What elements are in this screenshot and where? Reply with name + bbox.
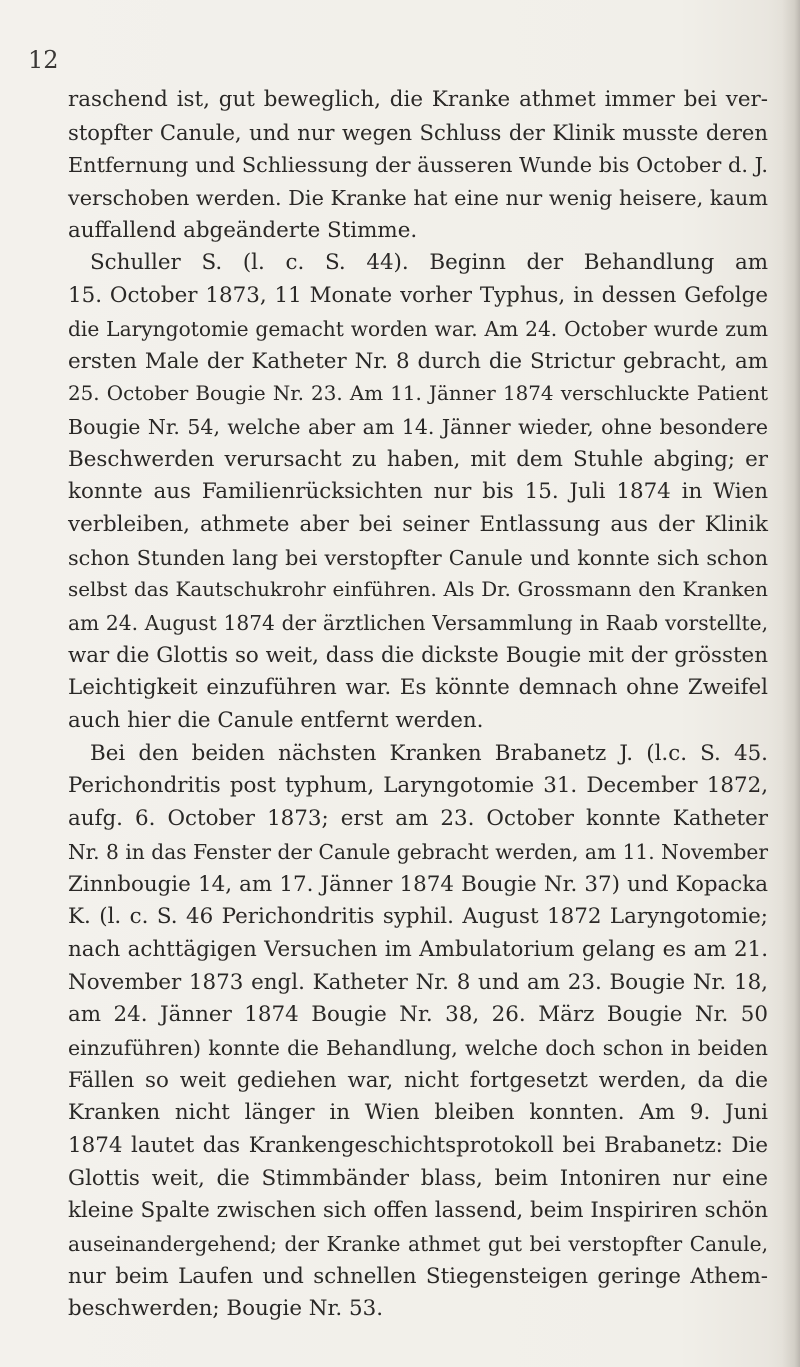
text-line: Perichondritis post typhum, Laryngotomie 31. December 1872, xyxy=(68,773,768,799)
text-line: ersten Male der Katheter Nr. 8 durch die Strictur gebracht, am xyxy=(68,348,768,374)
text-line: stopfter Canule, und nur wegen Schluss der Klinik musste deren xyxy=(68,119,768,145)
text-line: am 24. Jänner 1874 Bougie Nr. 38, 26. März Bougie Nr. 50 xyxy=(68,1002,768,1028)
text-line: Schuller S. (l. c. S. 44). Beginn der Behandlung am xyxy=(90,250,768,276)
text-line: auch hier die Canule entfernt werden. xyxy=(68,708,484,734)
text-line: 15. October 1873, 11 Monate vorher Typhus, in dessen Gefolge xyxy=(68,283,768,309)
page-edge-shadow xyxy=(782,0,800,1367)
text-line: am 24. August 1874 der ärztlichen Versammlung in Raab vorstellte, xyxy=(68,611,768,635)
text-line: Zinnbougie 14, am 17. Jänner 1874 Bougie Nr. 37) und Kopacka xyxy=(68,871,768,897)
text-line: selbst das Kautschukrohr einführen. Als Dr. Grossmann den Kranken xyxy=(68,578,768,602)
text-line: auffallend abgeänderte Stimme. xyxy=(68,217,418,243)
text-line: Beschwerden verursacht zu haben, mit dem Stuhle abging; er xyxy=(68,446,768,472)
text-line: Glottis weit, die Stimmbänder blass, beim Intoniren nur eine xyxy=(68,1165,768,1191)
text-line: beschwerden; Bougie Nr. 53. xyxy=(68,1296,383,1322)
text-line: konnte aus Familienrücksichten nur bis 15. Juli 1874 in Wien xyxy=(68,479,768,505)
text-line: verbleiben, athmete aber bei seiner Entlassung aus der Klinik xyxy=(68,511,768,537)
text-line: Fällen so weit gediehen war, nicht fortgesetzt werden, da die xyxy=(68,1067,768,1093)
text-line: aufg. 6. October 1873; erst am 23. October konnte Katheter xyxy=(68,806,768,832)
text-line: 25. October Bougie Nr. 23. Am 11. Jänner 1874 verschluckte Patient xyxy=(68,382,768,406)
text-line: nach achttägigen Versuchen im Ambulatorium gelang es am 21. xyxy=(68,936,768,962)
text-line: K. (l. c. S. 46 Perichondritis syphil. August 1872 Laryngotomie; xyxy=(68,904,768,930)
text-line: einzuführen) konnte die Behandlung, welche doch schon in beiden xyxy=(68,1035,768,1060)
text-line: Kranken nicht länger in Wien bleiben konnten. Am 9. Juni xyxy=(68,1100,768,1126)
text-line: die Laryngotomie gemacht worden war. Am 24. October wurde zum xyxy=(68,316,768,341)
text-line: raschend ist, gut beweglich, die Kranke athmet immer bei ver- xyxy=(68,87,768,112)
text-line: Entfernung und Schliessung der äusseren Wunde bis October d. J. xyxy=(68,153,768,178)
text-line: auseinandergehend; der Kranke athmet gut bei verstopfter Canule, xyxy=(68,1232,768,1257)
text-line: verschoben werden. Die Kranke hat eine nur wenig heisere, kaum xyxy=(68,186,768,211)
text-line: Nr. 8 in das Fenster der Canule gebracht werden, am 11. November xyxy=(68,839,768,864)
text-line: 1874 lautet das Krankengeschichtsprotokoll bei Brabanetz: Die xyxy=(68,1133,768,1158)
text-line: Bei den beiden nächsten Kranken Brabanetz J. (l.c. S. 45. xyxy=(90,740,768,766)
text-line: Bougie Nr. 54, welche aber am 14. Jänner wieder, ohne besondere xyxy=(68,414,768,439)
text-line: nur beim Laufen und schnellen Stiegensteigen geringe Athem- xyxy=(68,1263,768,1289)
text-line: war die Glottis so weit, dass die dickste Bougie mit der grössten xyxy=(68,642,768,668)
body-text xyxy=(68,84,768,1326)
page-number: 12 xyxy=(28,46,59,74)
text-line: kleine Spalte zwischen sich offen lassend, beim Inspiriren schön xyxy=(68,1198,768,1224)
text-line: November 1873 engl. Katheter Nr. 8 und am 23. Bougie Nr. 18, xyxy=(68,969,768,995)
text-line: Leichtigkeit einzuführen war. Es könnte demnach ohne Zweifel xyxy=(68,675,768,701)
text-line: schon Stunden lang bei verstopfter Canule und konnte sich schon xyxy=(68,545,768,570)
